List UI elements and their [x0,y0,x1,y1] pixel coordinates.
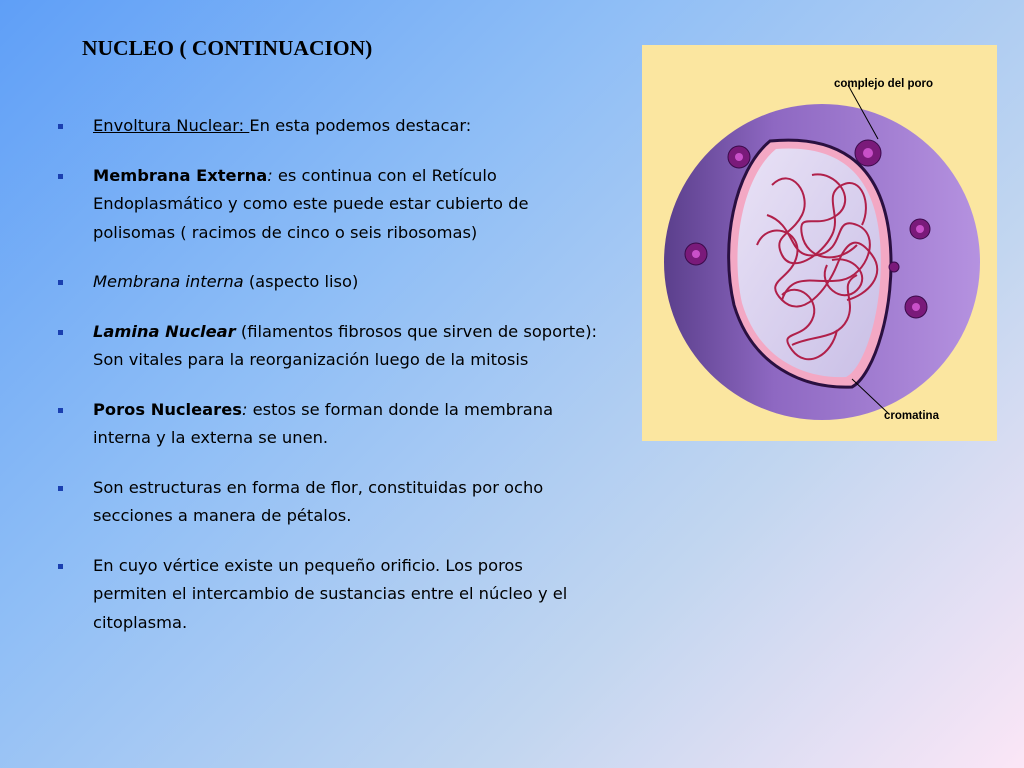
bullet-text: En cuyo vértice existe un pequeño orificio. Los poros permiten el intercambio de sustancias entre el núcleo y el citoplasma. [93,555,568,632]
slide-title: NUCLEO ( CONTINUACION) [82,36,373,60]
bullet-text: En esta podemos destacar: [249,116,472,135]
bullet-lead: Poros Nucleares [93,399,242,419]
bullet-membrana-interna [56,268,601,297]
bullet-list [56,112,601,658]
bullet-poros-nucleares [56,396,601,453]
bullet-marker-icon [58,330,63,335]
bullet-marker-icon [58,486,63,491]
nucleus-illustration [642,45,997,441]
nucleus-diagram [642,45,997,441]
bullet-vertice [56,552,601,638]
bullet-separator: : [267,165,273,185]
bullet-marker-icon [58,174,63,179]
bullet-envoltura [56,112,601,141]
bullet-membrana-externa [56,162,601,248]
bullet-lead: Membrana Externa [93,165,268,185]
bullet-marker-icon [58,564,63,569]
pore-complex-label: complejo del poro [834,78,934,90]
bullet-text: (filamentos fibrosos que sirven de soporte): Son vitales para la reorganización luego de la mitosis [93,321,598,369]
bullet-lead: Lamina Nuclear [93,321,236,341]
chromatin-label: cromatina [884,410,939,422]
bullet-lead: Envoltura Nuclear: [93,116,250,135]
bullet-text: es continua con el Retículo Endoplasmático y como este puede estar cubierto de polisomas ( racimos de cinco o seis ribosomas) [93,165,529,242]
bullet-text: estos se forman donde la membrana interna y la externa se unen. [93,399,554,447]
bullet-lead: Membrana interna [93,272,244,291]
bullet-estructuras [56,474,601,531]
bullet-lamina-nuclear [56,318,601,375]
bullet-marker-icon [58,280,63,285]
bullet-separator: : [241,399,248,419]
bullet-marker-icon [58,124,63,129]
bullet-text: Son estructuras en forma de flor, constituidas por ocho secciones a manera de pétalos. [93,477,544,525]
bullet-text: (aspecto liso) [243,272,359,291]
bullet-marker-icon [58,408,63,413]
